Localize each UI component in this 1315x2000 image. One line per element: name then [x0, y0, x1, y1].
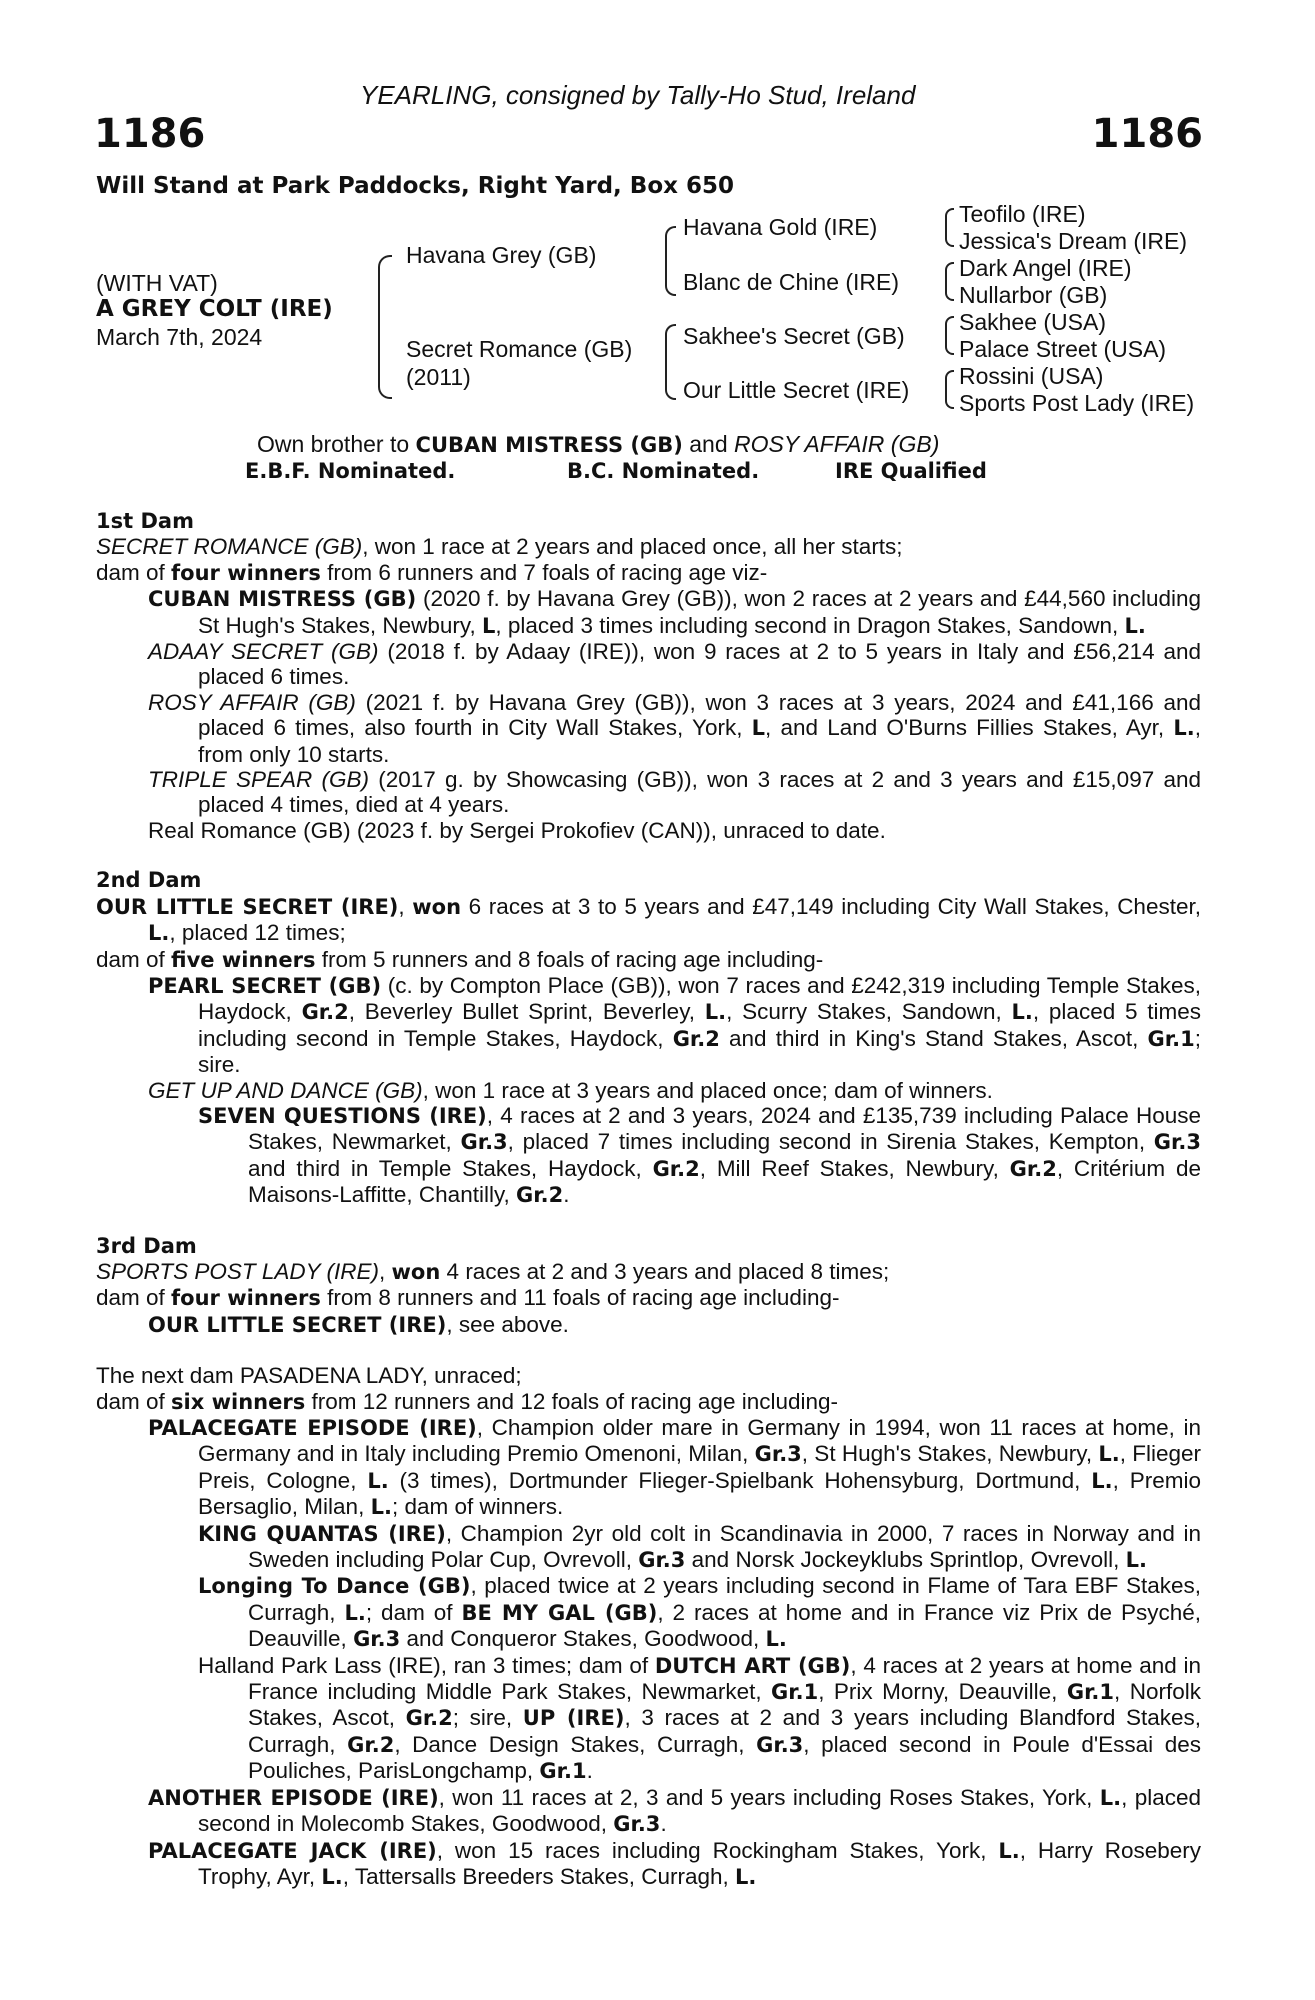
ped-sire: Havana Grey (GB) [406, 242, 597, 268]
ped-ds: Sakhee's Secret (GB) [683, 323, 905, 349]
ped-dsd: Palace Street (USA) [959, 336, 1167, 362]
first-dam-record: , won 1 race at 2 years and placed once, all her starts; [362, 534, 903, 560]
produce-name: PEARL SECRET (GB) [148, 973, 382, 998]
produce-entry: PALACEGATE EPISODE (IRE), Champion older mare in Germany in 1994, won 11 races at home, in Germany and in Italy including Premio Omenoni, Milan, Gr.3, St Hugh's Stakes, Newbury, L., Flieger Preis, Cologne, L. (3 times), Dortmunder Flieger-Spielbank Hohensyburg, Dortmund, L., Premio Bersaglio, Milan, L.; dam of winners. [148, 1415, 1202, 1520]
brace-sd [945, 262, 954, 301]
ped-dd: Our Little Secret (IRE) [683, 377, 910, 403]
own-brother-name-1: CUBAN MISTRESS (GB) [415, 433, 683, 457]
produce-name: KING QUANTAS (IRE) [198, 1521, 446, 1546]
produce-entry: Halland Park Lass (IRE), ran 3 times; dam of DUTCH ART (GB), 4 races at 2 years at home and in France including Middle Park Stakes, Newmarket, Gr.1, Prix Morny, Deauville, Gr.1, Norfolk Stakes, Ascot, Gr.2; sire, UP (IRE), 3 races at 2 and 3 years including Blandford Stakes, Curragh, Gr.2, Dance Design Stakes, Curragh, Gr.3, placed second in Poule d'Essai des Pouliches, ParisLongchamp, Gr.1. [198, 1652, 1201, 1784]
third-dam-line: SPORTS POST LADY (IRE), won 4 races at 2 and 3 years and placed 8 times; [96, 1258, 890, 1284]
second-dam-line: OUR LITTLE SECRET (IRE), won 6 races at 3 to 5 years and £47,149 including City Wall Stakes, Chester, L., placed 12 times; [96, 893, 1201, 946]
own-brother-prefix: Own brother to [257, 431, 416, 457]
ped-sd: Blanc de Chine (IRE) [683, 269, 900, 295]
own-brother-name-2: ROSY AFFAIR (GB) [734, 431, 940, 457]
produce-entry: GET UP AND DANCE (GB), won 1 race at 3 years and placed once; dam of winners. [148, 1077, 993, 1103]
ped-dam: Secret Romance (GB) [406, 336, 633, 362]
second-dam-produce: dam of five winners from 5 runners and 8 foals of racing age including- [96, 946, 824, 972]
ped-ss: Havana Gold (IRE) [683, 214, 878, 240]
ire-qualified: IRE Qualified [835, 459, 987, 483]
produce-name: TRIPLE SPEAR (GB) [148, 767, 370, 793]
brace-sire [665, 226, 676, 296]
stand-location: Will Stand at Park Paddocks, Right Yard, Box 650 [96, 173, 734, 199]
ped-ddd: Sports Post Lady (IRE) [959, 390, 1195, 416]
first-dam-produce: dam of four winners from 6 runners and 7 foals of racing age viz- [96, 559, 768, 585]
produce-name: CUBAN MISTRESS (GB) [148, 587, 417, 612]
third-dam-heading: 3rd Dam [96, 1233, 197, 1258]
produce-entry: TRIPLE SPEAR (GB) (2017 g. by Showcasing (GB)), won 3 races at 2 and 3 years and £15,097 and placed 4 times, died at 4 years. [148, 767, 1201, 818]
produce-entry: PEARL SECRET (GB) (c. by Compton Place (GB)), won 7 races and £242,319 including Temple Stakes, Haydock, Gr.2, Beverley Bullet Sprint, Beverley, L., Scurry Stakes, Sandown, L., placed 5 times including second in Temple Stakes, Haydock, Gr.2 and third in King's Stand Stakes, Ascot, Gr.1; sire. [148, 972, 1202, 1078]
vat-note: (WITH VAT) [96, 270, 218, 296]
second-dam-name: OUR LITTLE SECRET (IRE) [96, 894, 399, 919]
ped-dam-year: (2011) [406, 364, 471, 390]
third-dam-name: SPORTS POST LADY (IRE) [96, 1258, 379, 1284]
first-dam-heading: 1st Dam [96, 509, 194, 533]
own-brother-line [257, 431, 939, 458]
ped-dds: Rossini (USA) [959, 363, 1104, 389]
produce-entry: PALACEGATE JACK (IRE), won 15 races including Rockingham Stakes, York, L., Harry Rosebery Trophy, Ayr, L., Tattersalls Breeders Stakes, Curragh, L. [148, 1837, 1201, 1889]
produce-name: ADAAY SECRET (GB) [148, 639, 379, 665]
ped-sdd: Nullarbor (GB) [959, 282, 1108, 308]
ebf-nominated: E.B.F. Nominated. [245, 459, 456, 483]
lot-number-left: 1186 [94, 111, 206, 157]
produce-name: Longing To Dance (GB) [198, 1574, 471, 1599]
produce-name: GET UP AND DANCE (GB) [148, 1077, 423, 1103]
first-dam-name: SECRET ROMANCE (GB) [96, 534, 363, 560]
produce-name: PALACEGATE JACK (IRE) [148, 1838, 437, 1863]
produce-entry: KING QUANTAS (IRE), Champion 2yr old colt in Scandinavia in 2000, 7 races in Norway and in Sweden including Polar Cup, Ovrevoll, Gr.3 and Norsk Jockeyklubs Sprintlop, Ovrevoll, L. [198, 1520, 1202, 1573]
produce-entry: CUBAN MISTRESS (GB) (2020 f. by Havana Grey (GB)), won 2 races at 2 years and £44,560 including St Hugh's Stakes, Newbury, L, placed 3 times including second in Dragon Stakes, Sandown, L. [148, 586, 1201, 638]
consignor-subtitle: YEARLING, consigned by Tally-Ho Stud, Ireland [360, 80, 916, 110]
second-dam-heading: 2nd Dam [96, 868, 202, 893]
produce-name: ROSY AFFAIR (GB) [148, 689, 356, 715]
ped-ssd: Jessica's Dream (IRE) [959, 228, 1188, 254]
ped-sds: Dark Angel (IRE) [959, 255, 1132, 281]
produce-name: SEVEN QUESTIONS (IRE) [198, 1103, 487, 1128]
produce-entry: Real Romance (GB) (2023 f. by Sergei Prokofiev (CAN)), unraced to date. [148, 817, 886, 843]
ped-dss: Sakhee (USA) [959, 309, 1107, 335]
fourth-dam-produce: dam of six winners from 12 runners and 12 foals of racing age including- [96, 1388, 839, 1414]
brace-main [378, 255, 392, 399]
produce-name: ANOTHER EPISODE (IRE) [148, 1785, 439, 1810]
produce-entry: SEVEN QUESTIONS (IRE), 4 races at 2 and 3 years, 2024 and £135,739 including Palace House Stakes, Newmarket, Gr.3, placed 7 times including second in Sirenia Stakes, Kempton, Gr.3 and third in Temple Stakes, Haydock, Gr.2, Mill Reef Stakes, Newbury, Gr.2, Critérium de Maisons-Laffitte, Chantilly, Gr.2. [198, 1102, 1201, 1208]
first-dam-line [96, 534, 1201, 559]
brace-dd [945, 370, 954, 409]
horse-dob: March 7th, 2024 [96, 324, 263, 350]
lot-number-right: 1186 [1091, 111, 1203, 157]
third-dam-produce: dam of four winners from 8 runners and 11 foals of racing age including- [96, 1285, 840, 1311]
produce-entry: ADAAY SECRET (GB) (2018 f. by Adaay (IRE)), won 9 races at 2 to 5 years in Italy and £56,214 and placed 6 times. [148, 639, 1201, 690]
produce-name: PALACEGATE EPISODE (IRE) [148, 1416, 477, 1440]
produce-entry: ANOTHER EPISODE (IRE), won 11 races at 2, 3 and 5 years including Roses Stakes, York, L., placed second in Molecomb Stakes, Goodwood, Gr.3. [148, 1784, 1201, 1837]
own-brother-and: and [682, 431, 735, 457]
horse-name: A GREY COLT (IRE) [96, 296, 333, 322]
bc-nominated: B.C. Nominated. [567, 459, 760, 483]
brace-dam [665, 324, 676, 400]
produce-entry: ROSY AFFAIR (GB) (2021 f. by Havana Grey (GB)), won 3 races at 3 years, 2024 and £41,166 and placed 6 times, also fourth in City Wall Stakes, York, L, and Land O'Burns Fillies Stakes, Ayr, L., from only 10 starts. [148, 689, 1202, 767]
brace-ds [945, 316, 954, 355]
produce-entry: OUR LITTLE SECRET (IRE), see above. [148, 1311, 569, 1337]
produce-entry: Longing To Dance (GB), placed twice at 2 years including second in Flame of Tara EBF Stakes, Curragh, L.; dam of BE MY GAL (GB), 2 races at home and in France viz Prix de Psyché, Deauville, Gr.3 and Conqueror Stakes, Goodwood, L. [198, 1573, 1202, 1652]
ped-sss: Teofilo (IRE) [959, 201, 1086, 227]
catalogue-body [96, 509, 1201, 1890]
produce-name: OUR LITTLE SECRET (IRE) [148, 1312, 447, 1337]
fourth-dam-intro: The next dam PASADENA LADY, unraced; [96, 1363, 522, 1389]
brace-ss [945, 208, 954, 247]
